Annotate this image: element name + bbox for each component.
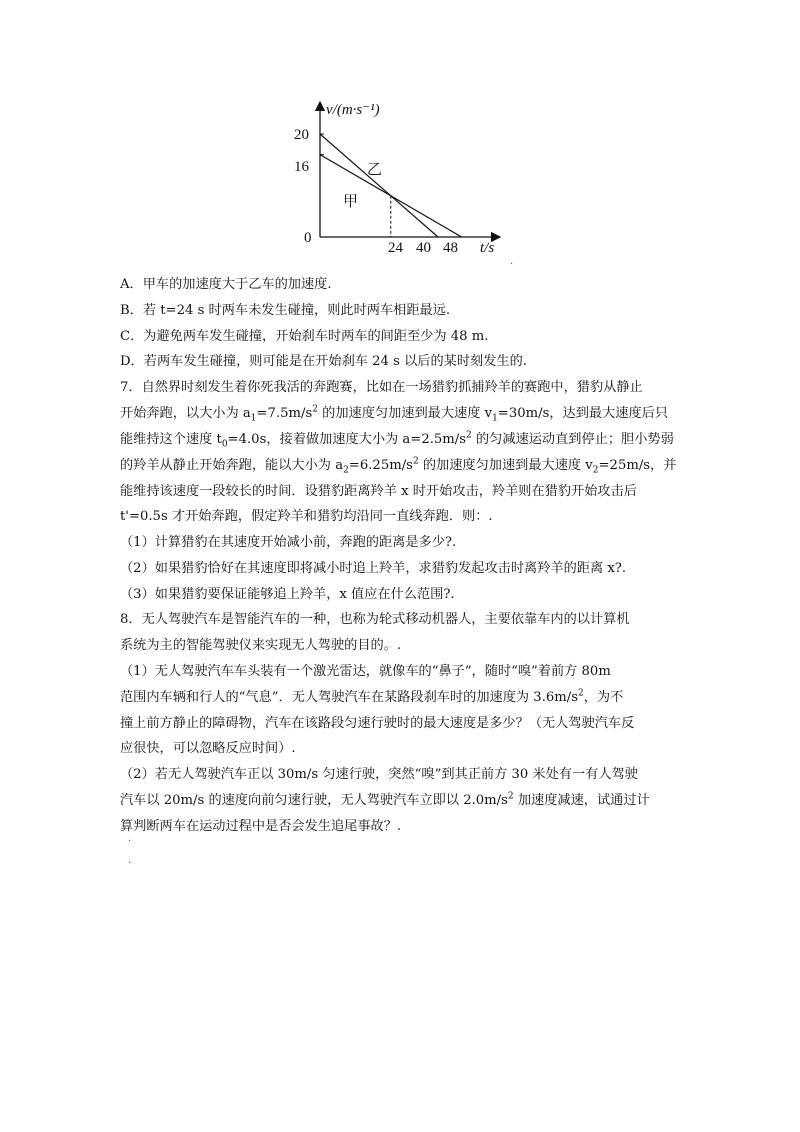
q7-line4: 的羚羊从静止开始奔跑，能以大小为 $a_2=6.25m/s^2$ 的加速度匀加速到最大速度 $v_2=25m/s$，并 [120,456,677,476]
q7-sub3: （3）如果猎豹要保证能够追上羚羊，x 值应在什么范围?. [120,587,455,602]
q7-line1: 7．自然界时刻发生着你死我活的奔跑赛，比如在一场猎豹抓捕羚羊的赛跑中，猎豹从静止 [120,380,643,395]
q8-line1: 8．无人驾驶汽车是智能汽车的一种，也称为轮式移动机器人，主要依靠车内的以计算机 [120,612,630,627]
option-c: C．为避免两车发生碰撞，开始刹车时两车的间距至少为 48 m. [120,329,489,344]
y-axis-label: v/(m·s⁻¹) [326,102,380,118]
q8-p1-line2: 范围内车辆和行人的“气息”．无人驾驶汽车在某路段刹车时的加速度为 $3.6m/s^2$，为不 [120,688,624,705]
option-a: A．甲车的加速度大于乙车的加速度. [120,277,332,292]
label-yi: 乙 [367,162,383,178]
x-tick-24: 24 [388,240,403,256]
q8-p1-line1: （1）无人驾驶汽车车头装有一个激光雷达，就像车的“鼻子”，随时“嗅”着前方 80m [120,664,611,679]
q7-line3: 能维持这个速度 $t_0=4.0s$，接着做加速度大小为 $a=2.5m/s^2$ 的匀减速运动直到停止；胆小势弱 [120,430,674,450]
q8-p2-line3: 算判断两车在运动过程中是否会发生追尾事故？. [120,819,402,834]
option-b: B．若 t=24 s 时两车未发生碰撞，则此时两车相距最远. [120,303,451,318]
q8-p1-line4: 应很快，可以忽略反应时间）. [120,741,296,756]
y-tick-20: 20 [294,127,309,143]
q7-line6: t'=0.5s 才开始奔跑，假定羚羊和猎豹均沿同一直线奔跑．则：. [120,509,493,524]
y-tick-16: 16 [294,159,309,175]
x-axis-label: t/s [480,240,495,256]
q8-p2-line1: （2）若无人驾驶汽车正以 30m/s 匀速行驶，突然“嗅”到其正前方 30 米处有一有人驾驶 [120,767,638,782]
q7-line2: 开始奔跑，以大小为 $a_1=7.5m/s^2$ 的加速度匀加速到最大速度 $v_1=30m/s$，达到最大速度后只 [120,404,669,424]
series-line-yi [320,134,438,237]
x-tick-48: 48 [443,240,458,256]
q7-sub2: （2）如果猎豹恰好在其速度即将减小时追上羚羊，求猎豹发起攻击时离羚羊的距离 x?. [120,561,627,576]
q7-line5: 能维持该速度一段较长的时间．设猎豹距离羚羊 x 时开始攻击，羚羊则在猎豹开始攻击后 [120,484,637,499]
vt-chart [290,94,510,264]
q8-p1-line3: 撞上前方静止的障碍物，汽车在该路段匀速行驶时的最大速度是多少？（无人驾驶汽车反 [120,716,635,731]
q7-sub1: （1）计算猎豹在其速度开始减小前，奔跑的距离是多少?. [120,535,457,550]
q8-p2-line2: 汽车以 20m/s 的速度向前匀速行驶，无人驾驶汽车立即以 $2.0m/s^2$ 加速度减速，试通过计 [120,791,650,808]
option-d: D．若两车发生碰撞，则可能是在开始刹车 24 s 以后的某时刻发生的. [120,354,527,369]
q8-line2: 系统为主的智能驾驶仪来实现无人驾驶的目的。. [120,638,402,653]
x-tick-40: 40 [416,240,431,256]
origin-label: 0 [304,230,312,246]
label-jia: 甲 [343,194,359,210]
